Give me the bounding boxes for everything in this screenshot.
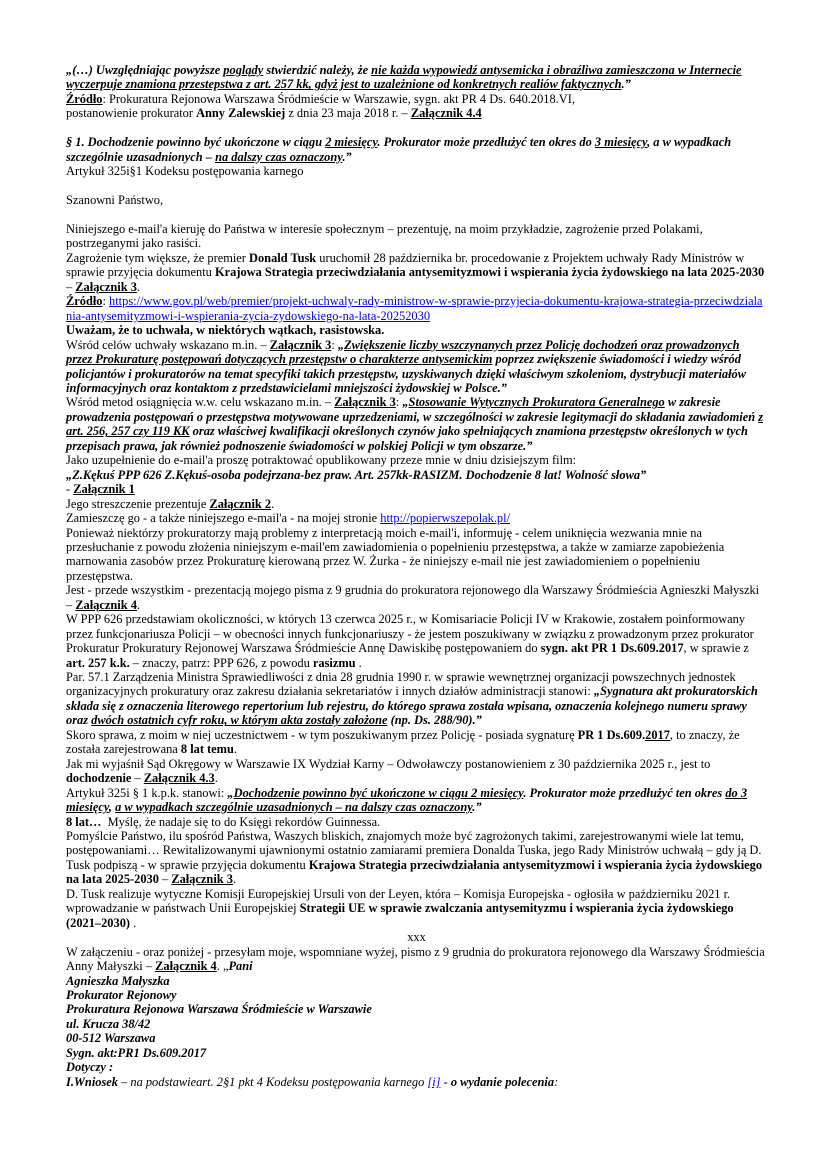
address-line-case-number (66, 1046, 767, 1060)
text-run: Źródło (66, 91, 103, 106)
text-run: na dalszy czas oznaczony (215, 149, 343, 164)
source-link-line (66, 294, 767, 323)
text-run: stwierdzić należy, że (263, 63, 372, 77)
body-paragraph (66, 786, 767, 815)
text-run: : Prokuratura Rejonowa Warszawa Śródmieście w Warszawie, sygn. akt PR 4 Ds. 640.2018.VI, (102, 91, 575, 106)
regarding-label (66, 1060, 767, 1074)
text-run: w zakresie prowadzenia postępowań o przestępstwa motywowane uprzedzeniami, w szczególności w zakresie legitymacji do składania zawiadomień (66, 395, 759, 424)
body-paragraph (66, 815, 767, 829)
text-run: Sygn. akt:PR1 Ds.609.2017 (66, 1045, 207, 1060)
text-run: . (130, 915, 137, 930)
quote-prosecutor-ruling (66, 63, 767, 92)
text-run: Uważam, że to uchwała, w niektórych wątkach, rasistowska. (66, 323, 385, 338)
text-run: Wśród celów uchwały wskazano m.in. – (66, 337, 270, 352)
text-run: Donald Tusk (249, 250, 317, 265)
text-run: „ (402, 395, 409, 410)
text-run: - (440, 1074, 451, 1089)
text-run: Stosowanie Wytycznych Prokuratora Generalnego (408, 395, 665, 410)
text-run: Zagrożenie tym większe, że premier (66, 250, 250, 265)
text-run: ul. Krucza 38/42 (66, 1016, 151, 1031)
text-run: . (136, 279, 141, 294)
text-run: Pomyślcie Państwo, ilu spośród Państwa, Waszych bliskich, znajomych może być zagrożonych takimi, zarejestrowanymi wiele lat temu, postępowaniami… Rewitalizowanymi ujawnionymi ostatnio zamiarami premiera Donalda Tuska, jego Rady Ministrów uchwałą – gdy ją D. Tusk podpiszą - w sprawie przyjęcia dokumentu (66, 829, 762, 872)
statute-reference (66, 164, 767, 178)
text-run: Zwiększenie liczby wszczynanych przez Policję dochodzeń oraz prowadzonych przez Prokuraturę postępowań dotyczących przestępstw o charakterze antysemickim (66, 337, 740, 367)
body-paragraph (66, 945, 767, 974)
text-run: : (331, 337, 338, 352)
body-paragraph (66, 829, 767, 887)
address-line-city (66, 1031, 767, 1045)
body-paragraph (66, 526, 767, 584)
document-body (66, 63, 767, 1089)
text-run: 3 miesięcy (594, 135, 648, 150)
text-run: I.Wniosek (66, 1074, 118, 1089)
text-run: , w sprawie z (683, 641, 749, 656)
text-run: Źródło (66, 294, 103, 309)
text-run: postanowienie prokurator (66, 106, 197, 121)
text-run: xxx (407, 930, 426, 945)
text-run: – (66, 279, 76, 294)
text-run: . (214, 771, 218, 786)
text-run: uruchomił 28 października br. procedowanie z Projektem uchwały Rady Ministrów w sprawie przyjęcia dokumentu (66, 250, 745, 280)
text-run: Agnieszka Małyszka (66, 973, 170, 988)
address-line-name (66, 974, 767, 988)
text-run: Załącznik 3 (334, 395, 396, 410)
text-run: Jako uzupełnienie do e-mail'a proszę potraktować opublikowany przeze mnie w dniu dzisiejszym film: (66, 453, 577, 468)
text-run: z art. 256, 257 czy 119 KK (66, 409, 764, 439)
body-paragraph (66, 670, 767, 728)
body-paragraph (66, 497, 767, 511)
body-paragraph (66, 395, 767, 453)
text-run: – znaczy, patrz: PPP 626, z powodu (129, 655, 313, 670)
text-run: Pani (228, 959, 253, 974)
body-paragraph (66, 323, 767, 337)
text-run: Jego streszczenie prezentuje (66, 496, 210, 511)
text-run: PR 1 Ds.609. (577, 727, 646, 742)
spacer (66, 179, 767, 193)
text-run: , a w wypadkach szczególnie uzasadnionych – (66, 135, 732, 164)
text-run: Par. 57.1 Zarządzenia Ministra Sprawiedliwości z dnia 28 grudnia 1990 r. w sprawie wewnętrznej organizacji powszechnych jednostek organizacyjnych prokuratury oraz zakresu działania sekretariatów i innych działów administracji stanowi: (66, 670, 736, 699)
text-run: rasizmu (312, 655, 356, 670)
text-run: sygn. akt PR 1 Ds.609.2017 (540, 641, 684, 656)
text-run: . (232, 872, 237, 887)
text-run: a w wypadkach szczególnie uzasadnionych – na dalszy czas oznaczony (115, 800, 473, 815)
text-run: Artykuł 325i§1 Kodeksu postępowania karnego (66, 164, 304, 179)
text-run: 8 lat… (66, 814, 102, 829)
text-run: Załącznik 3 (269, 337, 332, 352)
film-title (66, 468, 767, 482)
text-run: . Prokurator może przedłużyć ten okres (523, 785, 726, 800)
request-line (66, 1075, 767, 1089)
text-run: „Sygnatura akt prokuratorskich składa się z oznaczenia literowego repertorium lub rejestru, do którego sprawa została wpisana, oznaczenia kolejnego numeru sprawy oraz (66, 684, 758, 728)
text-run: : (554, 1074, 559, 1089)
text-run: Skoro sprawa, z moim w niej uczestnictwem - w tym poszukiwanym przez Policję - posiada sygnaturę (66, 727, 578, 742)
text-run: – (158, 872, 172, 887)
text-run: § 1. Dochodzenie powinno być ukończone w ciągu (66, 135, 326, 150)
text-run: : (395, 395, 403, 410)
source-line (66, 106, 767, 120)
text-run: Dotyczy : (66, 1060, 114, 1075)
address-line-office (66, 1002, 767, 1016)
text-run: poprzez zwiększenie świadomości i wiedzy wśród policjantów i prokuratorów na temat specyfiki takich przestępstw, uzyskiwanych dzięki właściwym szkoleniom, dystrybucji materiałów informacyjnych oraz kontaktom z przedstawicielami mniejszości żydowskiej w Polsce.” (66, 352, 747, 395)
quote-statute (66, 135, 767, 164)
text-run: – na podstawieart. 2§1 pkt 4 Kodeksu postępowania karnego (117, 1074, 428, 1089)
text-run: z dnia 23 maja 2018 r. – (285, 106, 411, 121)
separator-xxx (66, 930, 767, 944)
text-run: Anny Zalewskiej (196, 106, 286, 121)
hyperlink[interactable]: [i] (427, 1074, 441, 1089)
text-run: „ (227, 785, 234, 800)
text-run: dochodzenie (66, 771, 132, 786)
text-run: Dochodzenie powinno być ukończone w ciągu 2 miesięcy (233, 785, 524, 800)
text-run: Załącznik 4 (155, 959, 217, 974)
text-run: . Prokurator może przedłużyć ten okres do (377, 135, 595, 150)
body-paragraph (66, 757, 767, 786)
text-run: . (136, 597, 141, 612)
text-run: : (102, 294, 110, 309)
text-run: Szanowni Państwo, (66, 193, 164, 208)
hyperlink[interactable]: https://www.gov.pl/web/premier/projekt-uchwaly-rady-ministrow-w-sprawie-przyjecia-dokumentu-krajowa-strategia-przeciwdzialania-antysemityzmowi-i-wspierania-zycia-zydowskiego-na-lata-20252030 (66, 294, 763, 323)
text-run: do 3 miesięcy (66, 785, 748, 815)
body-paragraph (66, 887, 767, 930)
text-run: , (108, 800, 116, 815)
text-run: dwóch ostatnich cyfr roku, w którym akta zostały założone (91, 713, 388, 728)
salutation (66, 193, 767, 207)
text-run: Załącznik 1 (73, 482, 135, 497)
text-run: Prokurator Rejonowy (66, 988, 177, 1002)
text-run: W załączeniu - oraz poniżej - przesyłam moje, wspomniane wyżej, pismo z 9 grudnia do prokuratora rejonowego dla Warszawy Śródmieścia Anny Małyszki – (66, 944, 765, 974)
text-run: . „ (216, 959, 229, 974)
text-run: o wydanie polecenia (450, 1074, 555, 1089)
address-line-street (66, 1017, 767, 1031)
body-paragraph (66, 222, 767, 251)
hyperlink[interactable]: http://popierwszepolak.pl/ (380, 511, 511, 526)
body-paragraph (66, 728, 767, 757)
text-run: art. 257 k.k. (66, 655, 130, 670)
text-run: nie każda wypowiedź antysemicka i obraźliwa zamieszczona w Internecie wyczerpuje znamiona przestepstwa z art. 257 kk, gdyż jest to uzależnione od konkretnych realiów faktycznych (66, 63, 742, 92)
address-line-title (66, 988, 767, 1002)
text-run: Strategii UE w sprawie zwalczania antysemityzmu i wspierania życia żydowskiego (2021–2030) (66, 901, 734, 930)
text-run: , to znaczy, że została zarejestrowana (66, 727, 740, 757)
text-run: oraz właściwej kwalifikacji określonych czynów jako spełniających znamiona przestępstw określonych w tych przepisach prawa, jak również podnoszenie świadomości w polskiej Policji w tym obszarze.” (66, 424, 748, 453)
body-paragraph (66, 338, 767, 396)
body-paragraph (66, 612, 767, 670)
text-run: . (355, 655, 362, 670)
text-run: .” (342, 149, 352, 164)
text-run: 8 lat temu (180, 742, 234, 757)
text-run: Załącznik 3 (171, 872, 233, 887)
spacer (66, 121, 767, 135)
text-run: Jak mi wyjaśnił Sąd Okręgowy w Warszawie IX Wydział Karny – Odwoławczy postanowieniem z 30 października 2025 r., jest to (66, 756, 711, 771)
text-run: „ (337, 337, 345, 352)
source-line (66, 92, 767, 106)
text-run: 2017 (645, 727, 670, 742)
text-run: Jest - przede wszystkim - prezentacją mojego pisma z 9 grudnia do prokuratora rejonowego dla Warszawy Śródmieścia Agnieszki Małyszki – (66, 583, 760, 612)
text-run: (np. Ds. 288/90).” (387, 713, 482, 728)
text-run: Załącznik 4.4 (410, 106, 482, 121)
text-run: Załącznik 3 (75, 279, 137, 294)
body-paragraph (66, 583, 767, 612)
text-run: D. Tusk realizuje wytyczne Komisji Europejskiej Ursuli von der Leyen, która – Komisja Europejska - ogłosiła w październiku 2021 r. wprowadzanie w państwach Unii Europejskiej (66, 886, 731, 916)
body-paragraph (66, 511, 767, 525)
text-run: Krajowa Strategia przeciwdziałania antysemityzmowi i wspierania życia żydowskiego na lata 2025-2030 (214, 265, 765, 280)
text-run: Zamieszczę go - a także niniejszego e-mail'a - na mojej stronie (66, 511, 381, 526)
text-run: Wśród metod osiągnięcia w.w. celu wskazano m.in. – (66, 395, 335, 410)
text-run: Myślę, że nadaje się to do Księgi rekordów Guinnessa. (101, 814, 381, 829)
text-run: . (271, 496, 275, 511)
text-run: Ponieważ niektórzy prokuratorzy mają problemy z interpretacją moich e-mail'i, informuję - celem uniknięcia wezwania mnie na przesłuchanie z powodu złożenia niniejszym e-mail'em zawiadomienia o popełnieniu przestępstwa, a także w zamiarze zapobieżenia marnowania zasobów przez Prokuraturę kierowaną przez W. Żurka - że niniejszy e-mail nie jest zawiadomieniem o popełnieniu przestępstwa. (66, 525, 725, 583)
text-run: Załącznik 2 (209, 496, 272, 511)
text-run: .” (472, 800, 482, 815)
text-run: Niniejszego e-mail'a kieruję do Państwa w interesie społecznym – prezentuję, na moim przykładzie, zagrożenie przed Polakami, postrzeganymi jako rasiści. (66, 221, 703, 251)
spacer (66, 208, 767, 222)
text-run: poglądy (223, 63, 264, 77)
text-run: – (131, 771, 144, 786)
text-run: Krajowa Strategia przeciwdziałania antysemityzmowi i wspierania życia żydowskiego na lata 2025-2030 (66, 857, 763, 887)
text-run: .” (621, 77, 631, 92)
text-run: - (66, 482, 74, 497)
text-run: „Z.Kękuś PPP 626 Z.Kękuś-osoba podejrzana-bez praw. Art. 257kk-RASIZM. Dochodzenie 8 lat! Wolność słowa” (66, 467, 647, 482)
text-run: Artykuł 325i § 1 k.p.k. stanowi: (66, 785, 228, 800)
text-run: Załącznik 4.3 (143, 771, 215, 786)
text-run: Prokuratura Rejonowa Warszawa Śródmieście w Warszawie (66, 1002, 372, 1017)
text-run: 00-512 Warszawa (66, 1031, 156, 1046)
text-run: . (233, 742, 238, 757)
body-paragraph (66, 251, 767, 294)
text-run: 2 miesięcy (325, 135, 378, 150)
text-run: W PPP 626 przedstawiam okoliczności, w których 13 czerwca 2025 r., w Komisariacie Policji IV w Krakowie, zostałem poinformowany przez funkcjonariusza Policji – w obecności innych funkcjonariuszy - że jestem poszukiwany w związku z prowadzonym przez prokurator Prokuratur Prokuratury Rejonowej Warszawa Śródmieście Annę Dawiskibę postępowaniem do (66, 612, 754, 656)
text-run: Załącznik 4 (75, 597, 137, 612)
text-run: „(…) Uwzględniając powyższe (66, 63, 224, 77)
body-paragraph (66, 453, 767, 467)
attachment-line (66, 482, 767, 496)
